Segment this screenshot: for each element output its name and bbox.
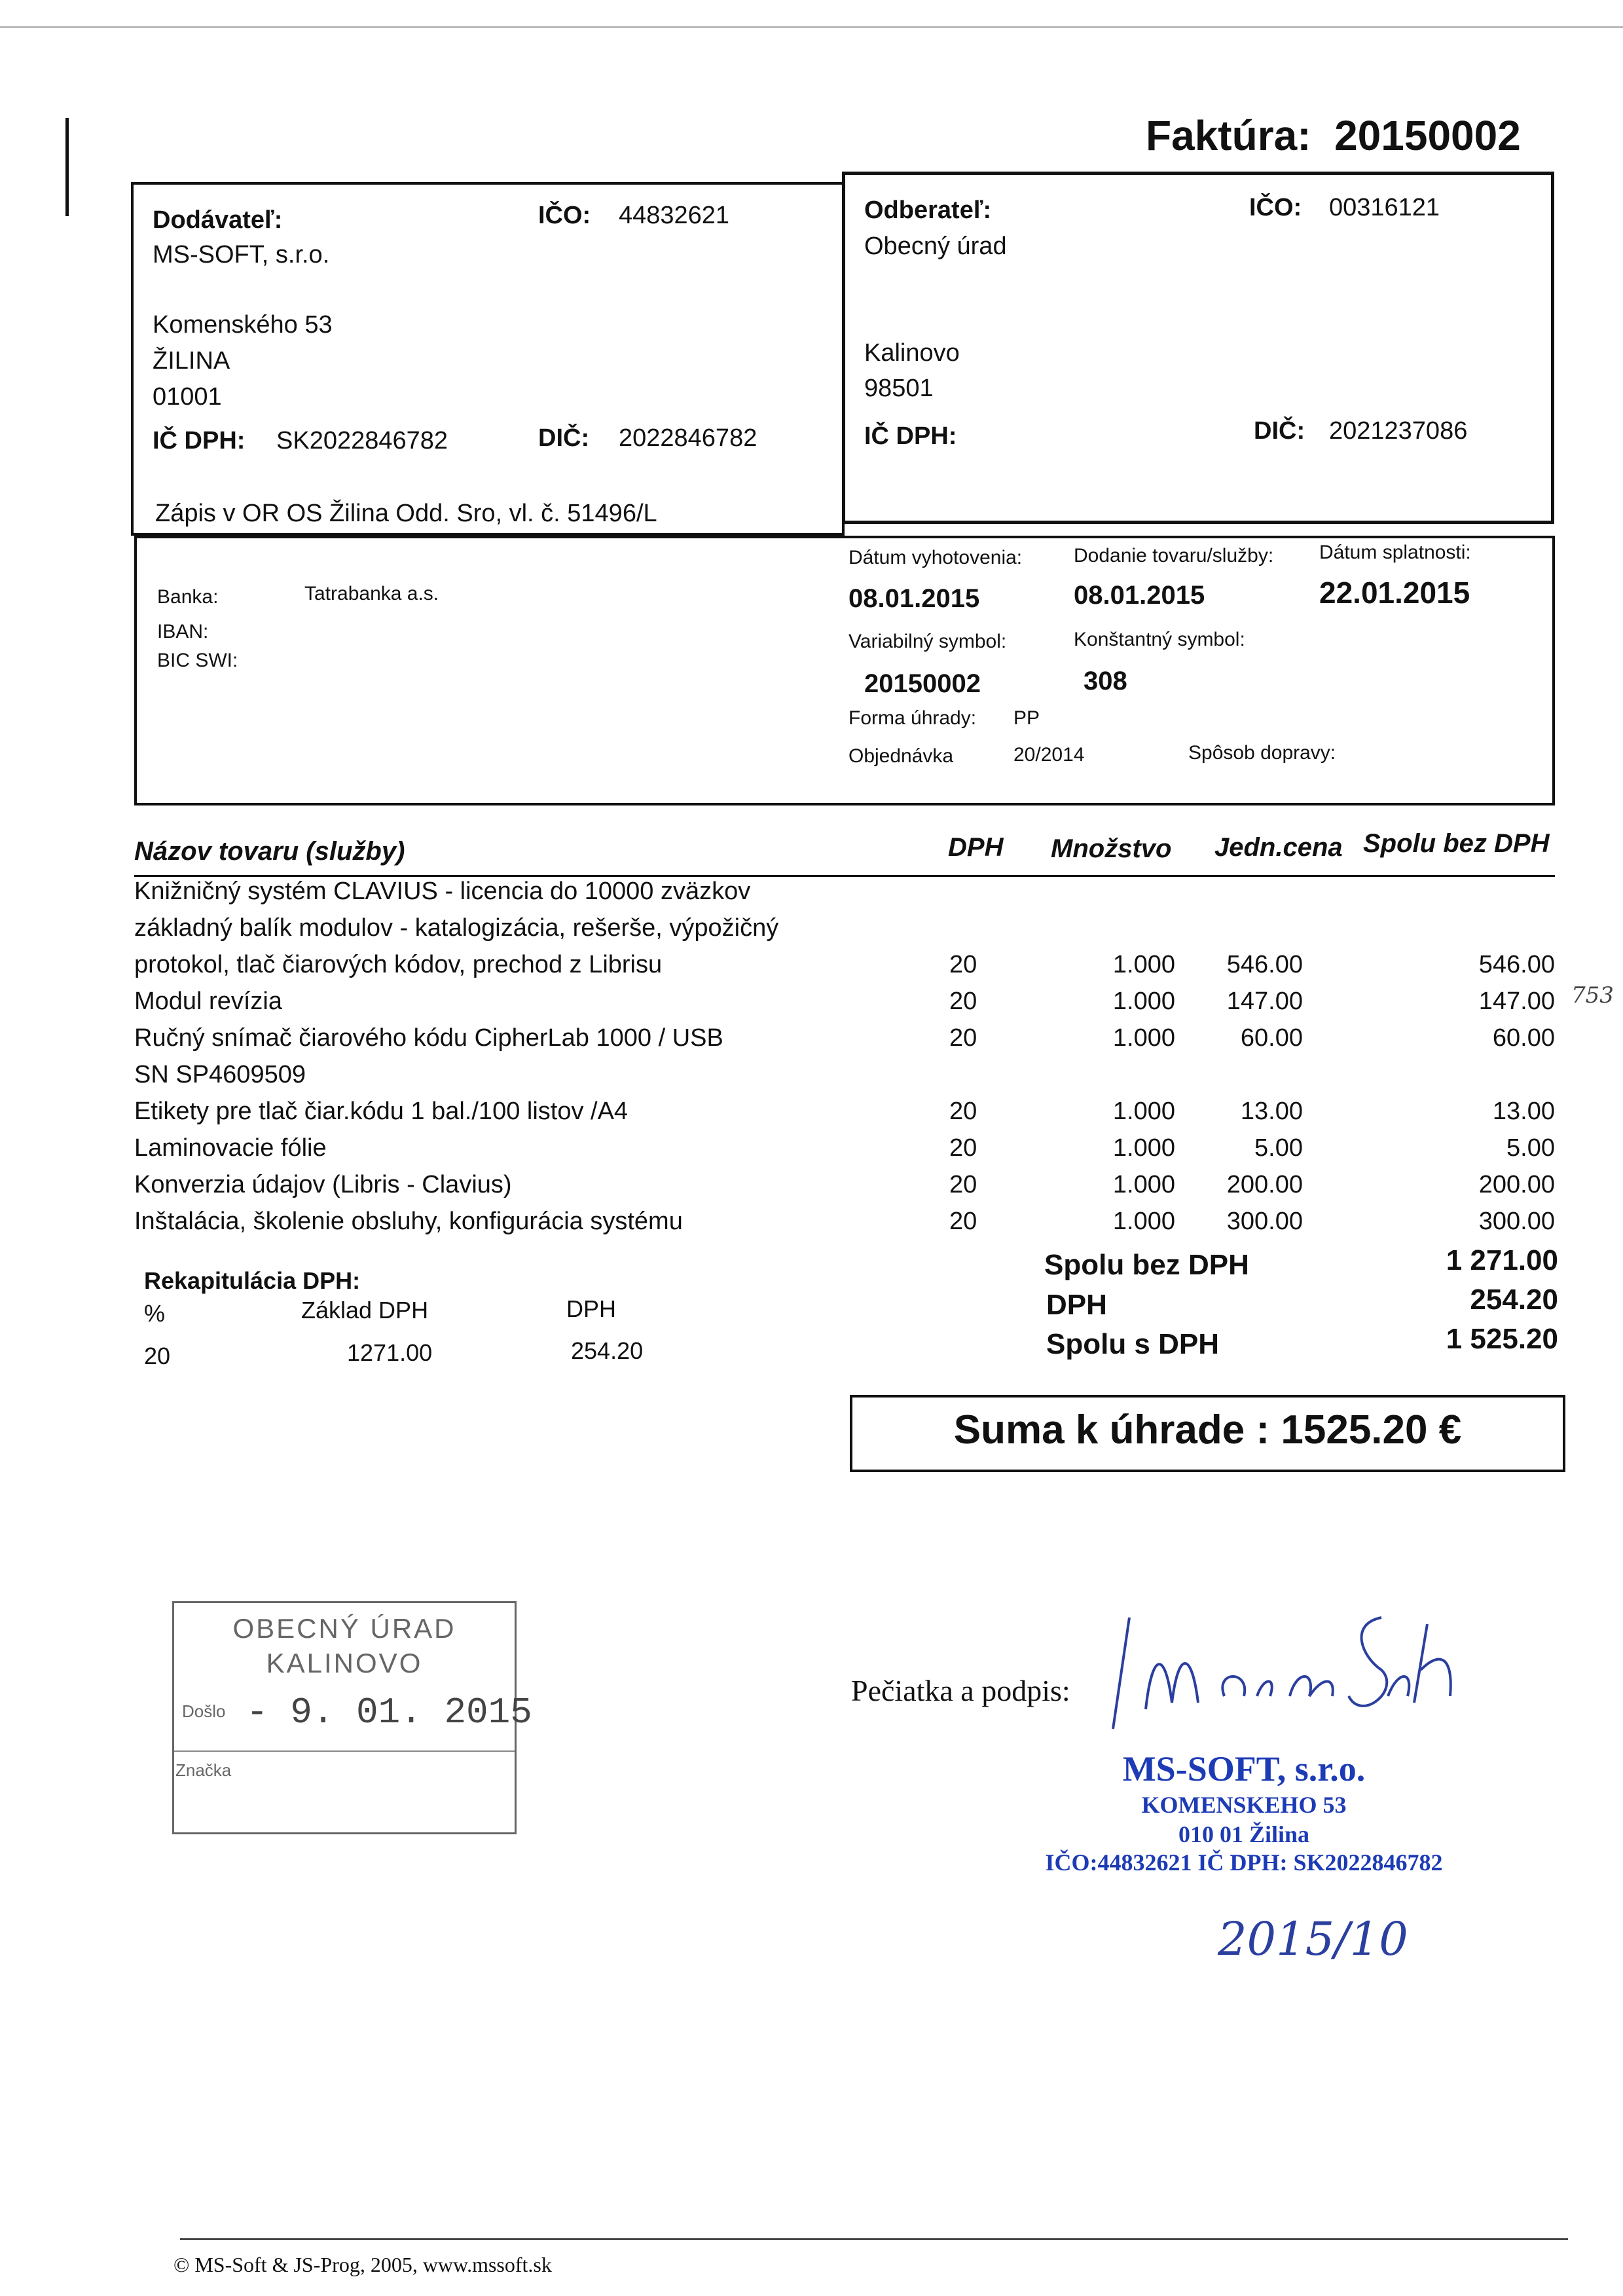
total-vat-label: DPH	[1046, 1289, 1107, 1321]
item-vat: 20	[949, 951, 977, 978]
col-total: Spolu bez DPH	[1363, 829, 1550, 858]
payment-method: PP	[1013, 707, 1040, 729]
recap-vat-label: DPH	[566, 1295, 617, 1322]
supplier-zip: 01001	[153, 383, 222, 411]
due-date-label: Dátum splatnosti:	[1319, 542, 1471, 563]
item-qty: 1.000	[1112, 951, 1175, 978]
received-stamp-line2: KALINOVO	[266, 1648, 423, 1678]
item-name: Ručný snímač čiarového kódu CipherLab 1000 / USB	[134, 1024, 723, 1052]
due-date: 22.01.2015	[1319, 576, 1470, 610]
bic-label: BIC SWI:	[157, 650, 238, 671]
item-vat: 20	[949, 1208, 977, 1235]
item-unit: 13.00	[1240, 1098, 1303, 1125]
constant-symbol: 308	[1084, 667, 1127, 695]
item-qty: 1.000	[1112, 1171, 1175, 1198]
recap-base-label: Základ DPH	[301, 1297, 429, 1324]
item-name: Inštalácia, školenie obsluhy, konfigurácia systému	[134, 1208, 683, 1235]
item-unit: 200.00	[1226, 1171, 1303, 1198]
item-name: SN SP4609509	[134, 1061, 306, 1088]
delivery-date: 08.01.2015	[1074, 581, 1205, 610]
table-row	[0, 1134, 1555, 1171]
supplier-name: MS-SOFT, s.r.o.	[153, 241, 330, 268]
item-name: Modul revízia	[134, 988, 282, 1015]
item-qty: 1.000	[1112, 1208, 1175, 1235]
total-gross: 1 525.20	[1446, 1323, 1558, 1355]
item-unit: 300.00	[1226, 1208, 1303, 1235]
item-total: 546.00	[1478, 951, 1555, 978]
seal-city: 010 01 Žilina	[1178, 1821, 1310, 1847]
item-total: 300.00	[1478, 1208, 1555, 1235]
recap-title: Rekapitulácia DPH:	[144, 1267, 361, 1294]
table-row	[0, 951, 1555, 988]
customer-city: Kalinovo	[864, 339, 960, 367]
handwritten-registry: 2015/10	[1218, 1912, 1408, 1966]
supplier-label: Dodávateľ:	[153, 206, 283, 234]
supplier-dic-label: DIČ:	[538, 424, 590, 452]
item-qty: 1.000	[1112, 1134, 1175, 1162]
supplier-box	[131, 182, 845, 536]
customer-label: Odberateľ:	[864, 196, 992, 224]
handwritten-margin-sum: 753	[1571, 982, 1614, 1009]
delivery-date-label: Dodanie tovaru/služby:	[1074, 545, 1274, 566]
item-name: Laminovacie fólie	[134, 1134, 327, 1162]
supplier-city: ŽILINA	[153, 347, 230, 375]
items-table	[0, 878, 1623, 1244]
item-vat: 20	[949, 1171, 977, 1198]
issue-date: 08.01.2015	[848, 584, 980, 613]
table-row	[0, 878, 1440, 914]
item-qty: 1.000	[1112, 988, 1175, 1015]
table-row	[0, 1024, 1555, 1061]
variable-symbol: 20150002	[864, 669, 981, 698]
item-unit: 546.00	[1226, 951, 1303, 978]
seal-company: MS-SOFT, s.r.o.	[1122, 1749, 1366, 1788]
supplier-register: Zápis v OR OS Žilina Odd. Sro, vl. č. 51496/L	[155, 500, 657, 527]
order-number: 20/2014	[1013, 744, 1085, 766]
total-vat: 254.20	[1470, 1284, 1558, 1316]
payment-method-label: Forma úhrady:	[848, 707, 977, 729]
recap-pct-label: %	[144, 1300, 166, 1327]
bank-name: Tatrabanka a.s.	[304, 583, 439, 604]
bank-label: Banka:	[157, 586, 219, 608]
issue-date-label: Dátum vyhotovenia:	[848, 547, 1023, 568]
item-name: Knižničný systém CLAVIUS - licencia do 10000 zväzkov	[134, 878, 751, 905]
customer-zip: 98501	[864, 375, 934, 402]
item-qty: 1.000	[1112, 1024, 1175, 1052]
signature	[1100, 1598, 1467, 1742]
variable-symbol-label: Variabilný symbol:	[848, 631, 1007, 652]
item-unit: 60.00	[1240, 1024, 1303, 1052]
received-stamp	[172, 1601, 532, 1834]
customer-ico: 00316121	[1329, 194, 1440, 221]
invoice-title	[1146, 111, 1521, 160]
recap-base: 1271.00	[347, 1339, 433, 1366]
iban-label: IBAN:	[157, 621, 209, 642]
received-stamp-line1: OBECNÝ ÚRAD	[232, 1613, 456, 1644]
supplier-ico-label: IČO:	[538, 202, 591, 229]
table-row	[0, 1098, 1555, 1134]
col-name: Názov tovaru (služby)	[134, 837, 405, 866]
customer-dic: 2021237086	[1329, 417, 1468, 445]
items-header	[0, 829, 1623, 876]
customer-ico-label: IČO:	[1249, 194, 1302, 221]
transport-label: Spôsob dopravy:	[1188, 742, 1336, 764]
supplier-icdph: SK2022846782	[276, 427, 448, 454]
supplier-dic: 2022846782	[619, 424, 757, 452]
supplier-ico: 44832621	[619, 202, 730, 229]
constant-symbol-label: Konštantný symbol:	[1074, 629, 1245, 650]
customer-dic-label: DIČ:	[1254, 417, 1305, 445]
item-total: 147.00	[1478, 988, 1555, 1015]
item-name: Etikety pre tlač čiar.kódu 1 bal./100 listov /A4	[134, 1098, 629, 1125]
item-vat: 20	[949, 1098, 977, 1125]
table-row	[0, 988, 1555, 1024]
amount-due: Suma k úhrade : 1525.20 €	[953, 1407, 1462, 1453]
item-qty: 1.000	[1112, 1098, 1175, 1125]
received-label: Došlo	[182, 1701, 226, 1721]
total-gross-label: Spolu s DPH	[1046, 1328, 1220, 1360]
item-vat: 20	[949, 1134, 977, 1162]
footer-rule	[180, 2238, 1568, 2240]
invoice-number: 20150002	[1334, 112, 1521, 159]
col-qty: Množstvo	[1051, 834, 1172, 863]
table-row	[0, 1061, 1440, 1098]
col-unit: Jedn.cena	[1214, 833, 1343, 862]
top-rule	[0, 26, 1623, 28]
table-row	[0, 1171, 1555, 1208]
reference-label: Značka	[175, 1760, 232, 1780]
item-name: základný balík modulov - katalogizácia, rešerše, výpožičný	[134, 914, 779, 942]
item-total: 60.00	[1492, 1024, 1555, 1052]
item-name: Konverzia údajov (Libris - Clavius)	[134, 1171, 512, 1198]
customer-name: Obecný úrad	[864, 232, 1007, 260]
received-stamp-divider	[174, 1750, 515, 1752]
order-label: Objednávka	[848, 745, 954, 767]
supplier-street: Komenského 53	[153, 311, 333, 339]
supplier-icdph-label: IČ DPH:	[153, 427, 246, 454]
item-unit: 147.00	[1226, 988, 1303, 1015]
invoice-label: Faktúra:	[1146, 112, 1311, 159]
table-row	[0, 1208, 1555, 1244]
item-total: 13.00	[1492, 1098, 1555, 1125]
item-unit: 5.00	[1254, 1134, 1303, 1162]
table-row	[0, 914, 1440, 951]
recap-pct: 20	[144, 1342, 171, 1369]
total-net: 1 271.00	[1446, 1244, 1558, 1276]
total-net-label: Spolu bez DPH	[1044, 1249, 1249, 1281]
seal-ids: IČO:44832621 IČ DPH: SK2022846782	[1045, 1849, 1443, 1876]
item-vat: 20	[949, 988, 977, 1015]
left-bracket-mark	[65, 118, 69, 216]
footer-copyright: © MS-Soft & JS-Prog, 2005, www.mssoft.sk	[173, 2253, 552, 2276]
col-vat: DPH	[948, 833, 1004, 862]
items-header-rule	[134, 875, 1555, 877]
item-vat: 20	[949, 1024, 977, 1052]
item-total: 5.00	[1506, 1134, 1555, 1162]
customer-icdph-label: IČ DPH:	[864, 422, 957, 450]
signature-label: Pečiatka a podpis:	[851, 1674, 1070, 1707]
recap-vat: 254.20	[571, 1337, 644, 1364]
item-total: 200.00	[1478, 1171, 1555, 1198]
item-name: protokol, tlač čiarových kódov, prechod z Librisu	[134, 951, 663, 978]
seal-street: KOMENSKEHO 53	[1141, 1792, 1347, 1818]
received-date: - 9. 01. 2015	[246, 1692, 532, 1733]
